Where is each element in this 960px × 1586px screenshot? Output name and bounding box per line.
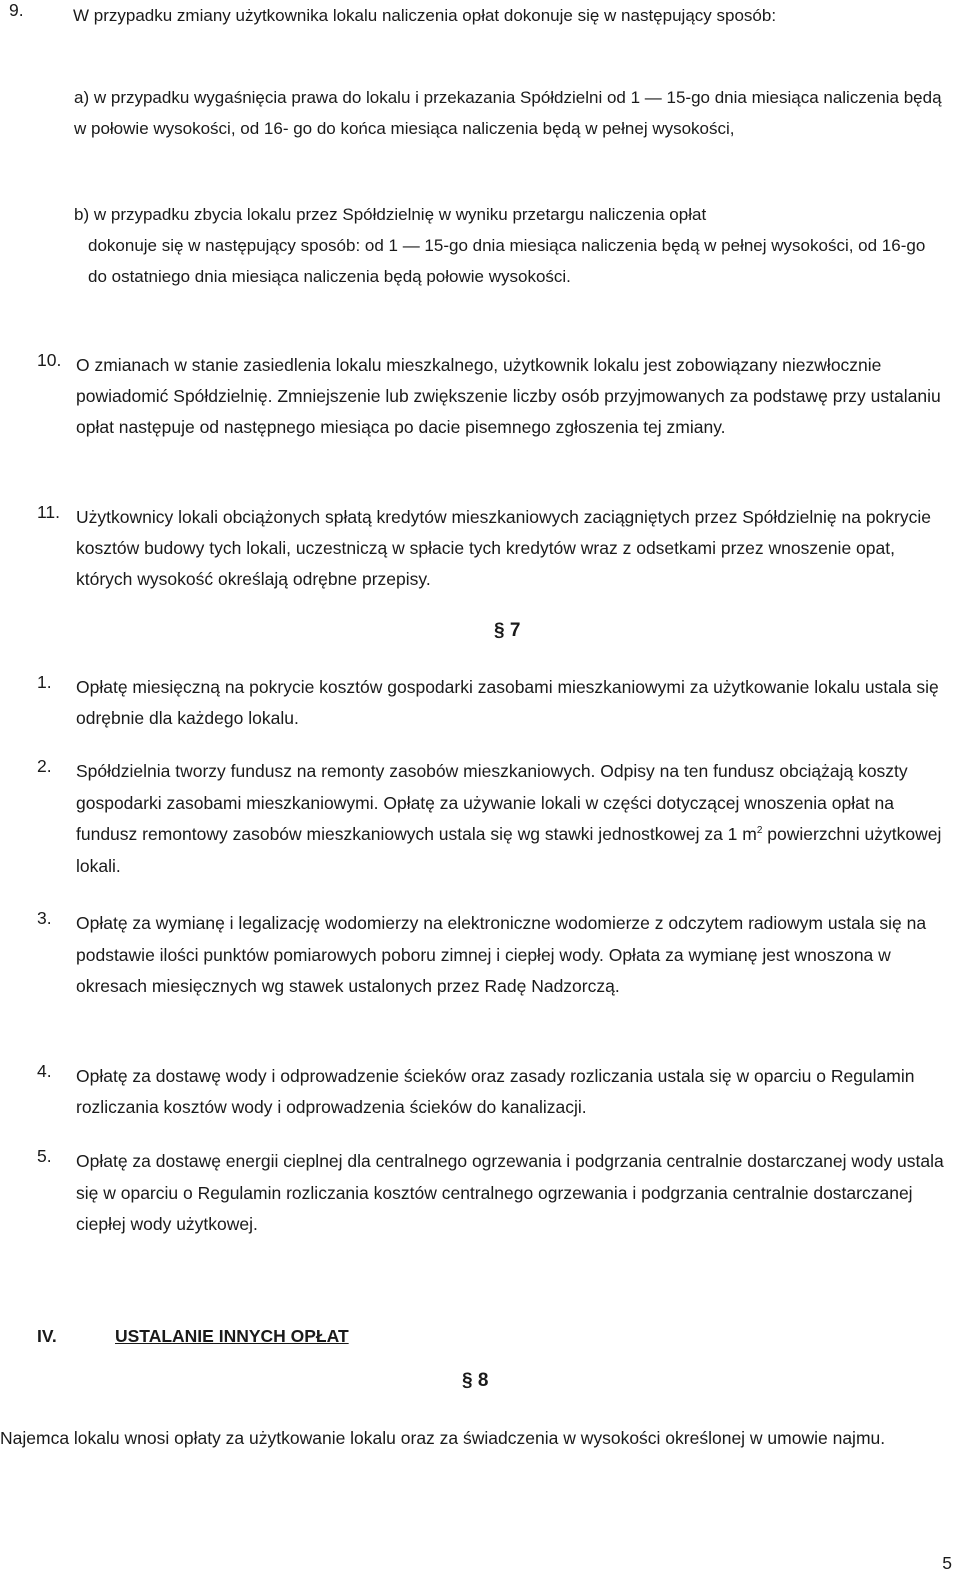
sub-item-label: b)	[74, 205, 90, 224]
item-text: Opłatę miesięczną na pokrycie kosztów gospodarki zasobami mieszkaniowymi za użytkowanie lokalu ustala się odrębnie dla każdego lokalu.	[76, 677, 939, 728]
superscript: 2	[756, 825, 763, 837]
section-number: IV.	[37, 1326, 57, 1346]
list-item-7-1	[9, 672, 954, 734]
paragraph-heading-7: § 7	[494, 620, 521, 641]
item-text: Użytkownicy lokali obciążonych spłatą kredytów mieszkaniowych zaciągniętych przez Spółdzielnię na pokrycie kosztów budowy tych lokali, uczestniczą w spłacie tych kredytów wraz z odsetkami przez wnoszenie opat, których wysokość określają odrębne przepisy.	[76, 507, 931, 589]
item-text: Opłatę za dostawę energii cieplnej dla centralnego ogrzewania i podgrzania centralnie dostarczanej wody ustala się w oparciu o Regulamin rozliczania kosztów centralnego ogrzewania i podgrzania centralnie dostarczanej ciepłej wody użytkowej.	[76, 1151, 944, 1234]
item-number: 5.	[37, 1146, 52, 1166]
list-item-10	[9, 350, 954, 443]
list-item-7-3	[9, 908, 954, 1003]
section-heading	[37, 1326, 349, 1347]
sub-item-label: a)	[74, 88, 90, 107]
section-title: USTALANIE INNYCH OPŁAT	[115, 1326, 349, 1346]
item-text: O zmianach w stanie zasiedlenia lokalu mieszkalnego, użytkownik lokalu jest zobowiązany niezwłocznie powiadomić Spółdzielnię. Zmniejszenie lub zwiększenie liczby osób przyjmowanych za podstawę przy ustalaniu opłat następuje od następnego miesiąca po dacie pisemnego zgłoszenia tej zmiany.	[76, 355, 941, 437]
item-number: 10.	[37, 350, 62, 370]
item-number: 3.	[37, 908, 52, 928]
item-text-main: Spółdzielnia tworzy fundusz na remonty zasobów mieszkaniowych. Odpisy na ten fundusz obciążają koszty gospodarki zasobami mieszkaniowymi. Opłatę za używanie lokali w części dotyczącej wnoszenia opłat na fundusz remontowy zasobów mieszkaniowych ustala się wg stawki jednostkowej za 1 m	[76, 761, 908, 844]
item-text: W przypadku zmiany użytkownika lokalu naliczenia opłat dokonuje się w następujący sposób:	[73, 6, 777, 25]
item-number: 11.	[37, 502, 61, 522]
sub-item-a	[74, 82, 944, 144]
list-item-9	[9, 0, 954, 32]
sub-item-text: w przypadku wygaśnięcia prawa do lokalu i przekazania Spółdzielni od 1 — 15-go dnia miesiąca naliczenia będą w połowie wysokości, od 16- go do końca miesiąca naliczenia będą w pełnej wysokości,	[74, 88, 942, 138]
list-item-11	[9, 502, 954, 595]
item-text: Opłatę za dostawę wody i odprowadzenie ścieków oraz zasady rozliczania ustala się w oparciu o Regulamin rozliczania kosztów wody i odprowadzenia ścieków do kanalizacji.	[76, 1066, 915, 1117]
final-paragraph: Najemca lokalu wnosi opłaty za użytkowanie lokalu oraz za świadczenia w wysokości określonej w umowie najmu.	[0, 1428, 886, 1448]
item-text: Opłatę za wymianę i legalizację wodomierzy na elektroniczne wodomierze z odczytem radiowym ustala się na podstawie ilości punktów pomiarowych poboru zimnej i ciepłej wody. Opłata za wymianę jest wnoszona w okresach miesięcznych wg stawek ustalonych przez Radę Nadzorczą.	[76, 913, 927, 996]
item-number: 4.	[37, 1061, 52, 1081]
item-text	[76, 756, 954, 882]
list-item-7-5	[9, 1146, 954, 1241]
item-number: 1.	[37, 672, 52, 692]
list-item-7-4	[9, 1061, 954, 1123]
sub-item-text: w przypadku zbycia lokalu przez Spółdzielnię w wyniku przetargu naliczenia opłat	[93, 205, 707, 224]
page-number: 5	[942, 1553, 952, 1573]
sub-item-b	[74, 199, 944, 292]
item-text-end: powierzchni użytkowej lokali.	[76, 824, 942, 876]
paragraph-heading-8: § 8	[462, 1370, 489, 1391]
list-item-7-2	[9, 756, 954, 882]
sub-item-continuation: dokonuje się w następujący sposób: od 1 — 15-go dnia miesiąca naliczenia będą w pełnej wysokości, od 16-go do ostatniego dnia miesiąca naliczenia będą połowie wysokości.	[88, 236, 926, 286]
item-number: 9.	[9, 0, 24, 20]
item-number: 2.	[37, 756, 52, 776]
